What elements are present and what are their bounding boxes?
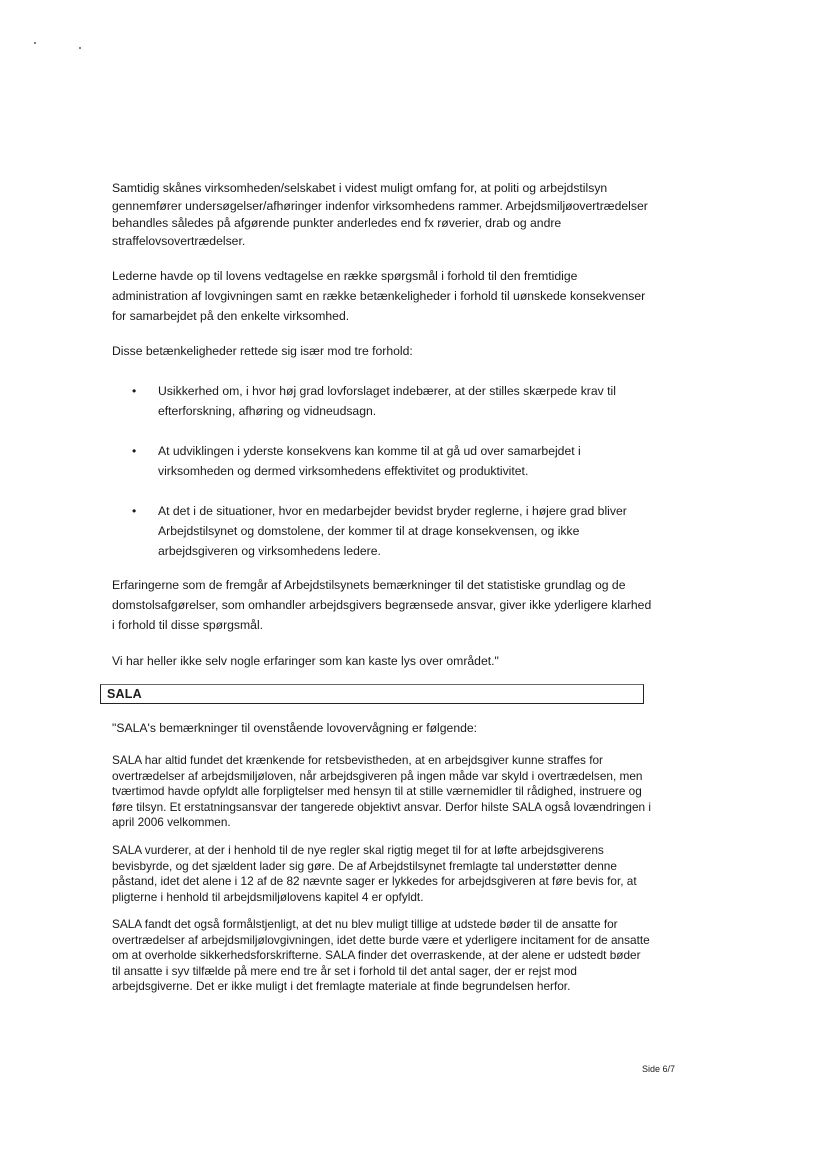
section-heading-box (100, 684, 644, 704)
bullet-marker: • (132, 384, 137, 398)
bullet-marker: • (132, 504, 137, 518)
paragraph-experiences: Erfaringerne som de fremgår af Arbejdstilsynets bemærkninger til det statistiske grundlag og de domstolsafgørelser, som omhandler arbejdsgivers begrænsede ansvar, giver ikke yderligere klarhed i forhold til disse spørgsmål. (112, 578, 652, 632)
bullet-item (112, 501, 652, 561)
concerns-bullet-list (112, 441, 652, 481)
paragraph-sala-offence: SALA har altid fundet det krænkende for retsbevistheden, at en arbejdsgiver kunne straffes for overtrædelser af arbejdsmiljøloven, når arbejdsgiveren på ingen måde var skyld i overtrædelsen, men tværtimod havde opfyldt alle forpligtelser med hensyn til at stille værnemidler til rådighed, instruere og føre tilsyn. Et erstatningsansvar der tangerede objektivt ansvar. Derfor hilste SALA også lovændringen i april 2006 velkommen. (112, 753, 652, 829)
concerns-bullet-list (112, 381, 652, 421)
scan-speck (79, 47, 81, 49)
bullet-text: Usikkerhed om, i hvor høj grad lovforslaget indebærer, at der stilles skærpede krav til efterforskning, afhøring og vidneudsagn. (158, 384, 616, 418)
bullet-item (112, 441, 652, 481)
page-number: Side 6/7 (642, 1064, 676, 1074)
scan-speck (34, 42, 36, 44)
paragraph-sala-fines: SALA fandt det også formålstjenligt, at det nu blev muligt tillige at udstede bøder til de ansatte for overtrædelser af arbejdsmiljølovgivningen, idet dette burde være et yderligere incitament for de ansatte om at overholde sikkerhedsforskrifterne. SALA finder det overraskende, at der alene er udstedt bøder til ansatte i syv tilfælde på mere end tre år set i forhold til det antal sager, der er rejst mod arbejdsgiverne. Det er ikke muligt i det fremlagte materiale at finde begrundelsen herfor. (112, 917, 650, 993)
paragraph-workplace-investigations: Samtidig skånes virksomheden/selskabet i videst muligt omfang for, at politi og arbejdstilsyn gennemfører undersøgelser/afhøringer indenfor virksomhedens rammer. Arbejdsmiljøovertrædelser behandles således på afgørende punkter anderledes end fx røverier, drab og andre straffelovsovertrædelser. (112, 181, 648, 248)
section-heading: SALA (107, 687, 142, 701)
bullet-text: At udviklingen i yderste konsekvens kan komme til at gå ud over samarbejdet i virksomheden og dermed virksomhedens effektivitet og produktivitet. (158, 444, 581, 478)
paragraph-sala-intro: "SALA's bemærkninger til ovenstående lovovervågning er følgende: (112, 721, 478, 735)
concerns-bullet-list (112, 501, 652, 561)
paragraph-no-experiences: Vi har heller ikke selv nogle erfaringer som kan kaste lys over området." (112, 654, 499, 668)
bullet-text: At det i de situationer, hvor en medarbejder bevidst bryder reglerne, i højere grad bliver Arbejdstilsynet og domstolene, der kommer til at drage konsekvensen, og ikke arbejdsgiveren og virksomhedens ledere. (158, 504, 627, 558)
bullet-marker: • (132, 444, 137, 458)
paragraph-leaders-concerns: Lederne havde op til lovens vedtagelse en række spørgsmål i forhold til den fremtidige administration af lovgivningen samt en række betænkeligheder i forhold til uønskede konsekvenser for samarbejdet på den enkelte virksomhed. (112, 269, 646, 323)
paragraph-three-issues-intro: Disse betænkeligheder rettede sig især mod tre forhold: (112, 344, 413, 358)
paragraph-sala-burden-of-proof: SALA vurderer, at der i henhold til de nye regler skal rigtig meget til for at løfte arbejdsgiverens bevisbyrde, og det sjældent lader sig gøre. De af Arbejdstilsynet fremlagte tal understøtter denne påstand, idet det alene i 12 af de 82 nævnte sager er lykkedes for arbejdsgiveren at føre bevis for, at pligterne i henhold til arbejdsmiljølovens kapitel 4 er opfyldt. (112, 843, 637, 904)
bullet-item (112, 381, 652, 421)
